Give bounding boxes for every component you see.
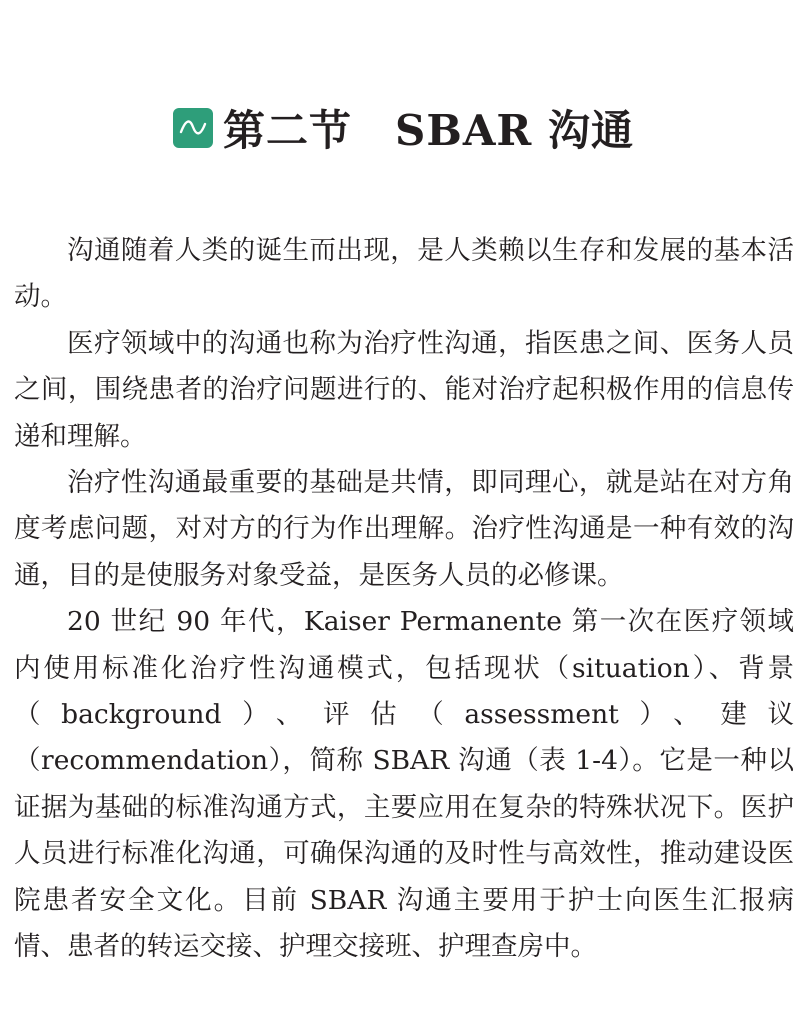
paragraph-3: 治疗性沟通最重要的基础是共情，即同理心，就是站在对方角度考虑问题，对对方的行为作出理解。治疗性沟通是一种有效的沟通，目的是使服务对象受益，是医务人员的必修课。 bbox=[14, 467, 794, 591]
wave-icon bbox=[173, 108, 213, 148]
paragraph-1: 沟通随着人类的诞生而出现，是人类赖以生存和发展的基本活动。 bbox=[14, 235, 794, 313]
paragraph-4: 20 世纪 90 年代，Kaiser Permanente 第一次在医疗领域内使用标准化治疗性沟通模式，包括现状（situation）、背景（background）、评估（assessment）、建议（recommendation），简称 SBAR 沟通（表 1-4）。它是一种以证据为基础的标准沟通方式，主要应用在复杂的特殊状况下。医护人员进行标准化沟通，可确保沟通的及时性与高效性，推动建设医院患者安全文化。目前 SBAR 沟通主要用于护士向医生汇报病情、患者的转运交接、护理交接班、护理查房中。 bbox=[14, 606, 794, 963]
paragraph-2: 医疗领域中的沟通也称为治疗性沟通，指医患之间、医务人员之间，围绕患者的治疗问题进行的、能对治疗起积极作用的信息传递和理解。 bbox=[14, 327, 794, 452]
section-title: 第二节 SBAR 沟通 bbox=[223, 106, 634, 155]
section-heading bbox=[0, 98, 807, 158]
section-body bbox=[14, 228, 794, 971]
